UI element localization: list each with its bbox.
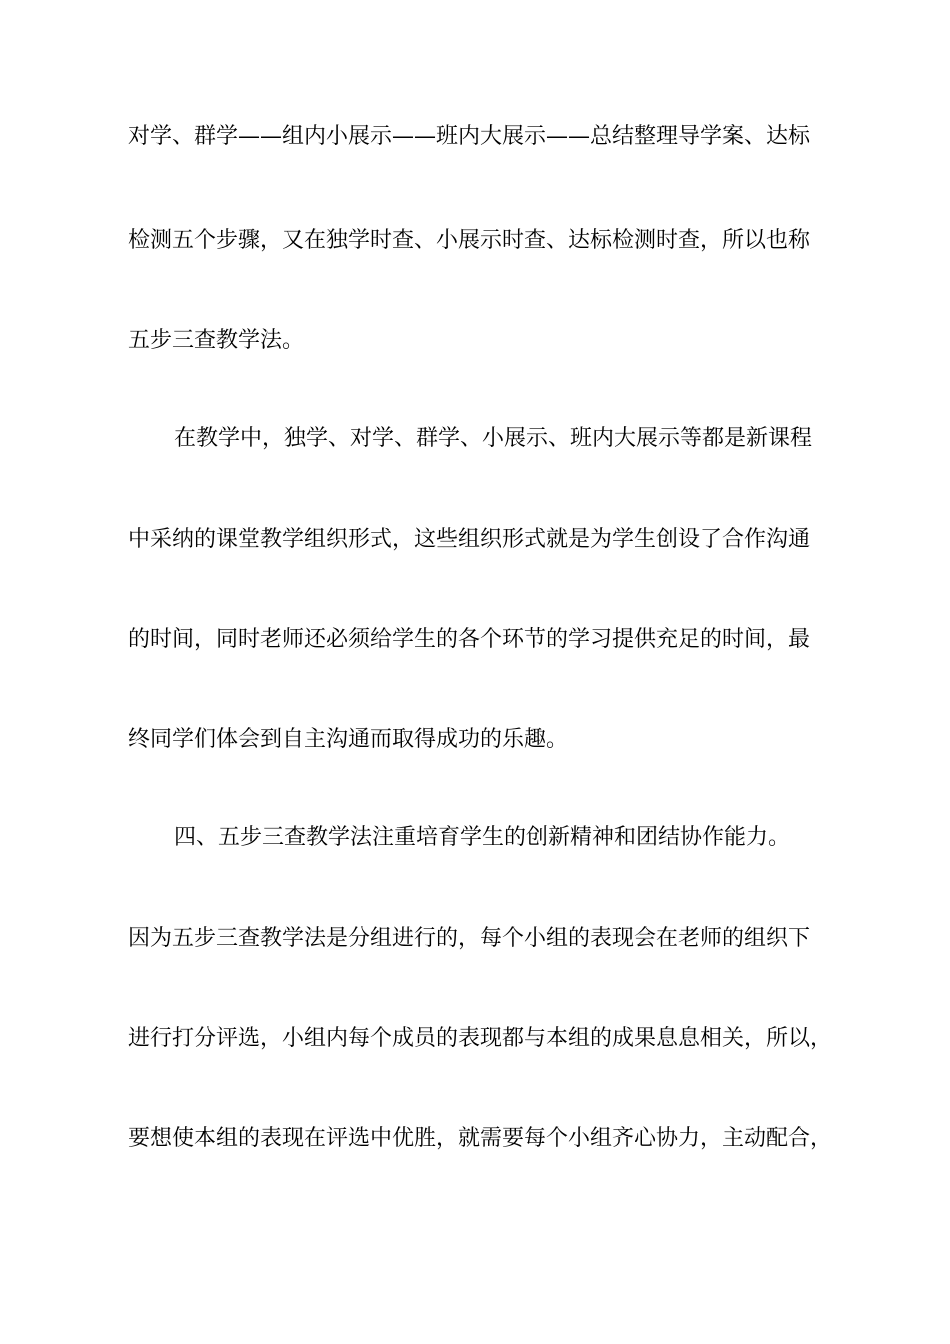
text-line: 五步三查教学法。: [128, 328, 305, 353]
paragraph-start-line: 在教学中，独学、对学、群学、小展示、班内大展示等都是新课程: [174, 426, 813, 451]
text-line: 中采纳的课堂教学组织形式，这些组织形式就是为学生创设了合作沟通: [128, 527, 811, 552]
section-heading-line: 四、五步三查教学法注重培育学生的创新精神和团结协作能力。: [174, 825, 791, 850]
text-line: 要想使本组的表现在评选中优胜，就需要每个小组齐心协力，主动配合，: [128, 1126, 833, 1151]
text-line: 检测五个步骤，又在独学时查、小展示时查、达标检测时查，所以也称: [128, 228, 811, 253]
text-line: 的时间，同时老师还必须给学生的各个环节的学习提供充足的时间，最: [128, 627, 811, 652]
text-line: 对学、群学——组内小展示——班内大展示——总结整理导学案、达标: [128, 124, 811, 149]
text-line: 终同学们体会到自主沟通而取得成功的乐趣。: [128, 727, 569, 752]
text-line: 因为五步三查教学法是分组进行的，每个小组的表现会在老师的组织下: [128, 926, 811, 951]
text-line: 进行打分评选，小组内每个成员的表现都与本组的成果息息相关，所以，: [128, 1026, 833, 1051]
